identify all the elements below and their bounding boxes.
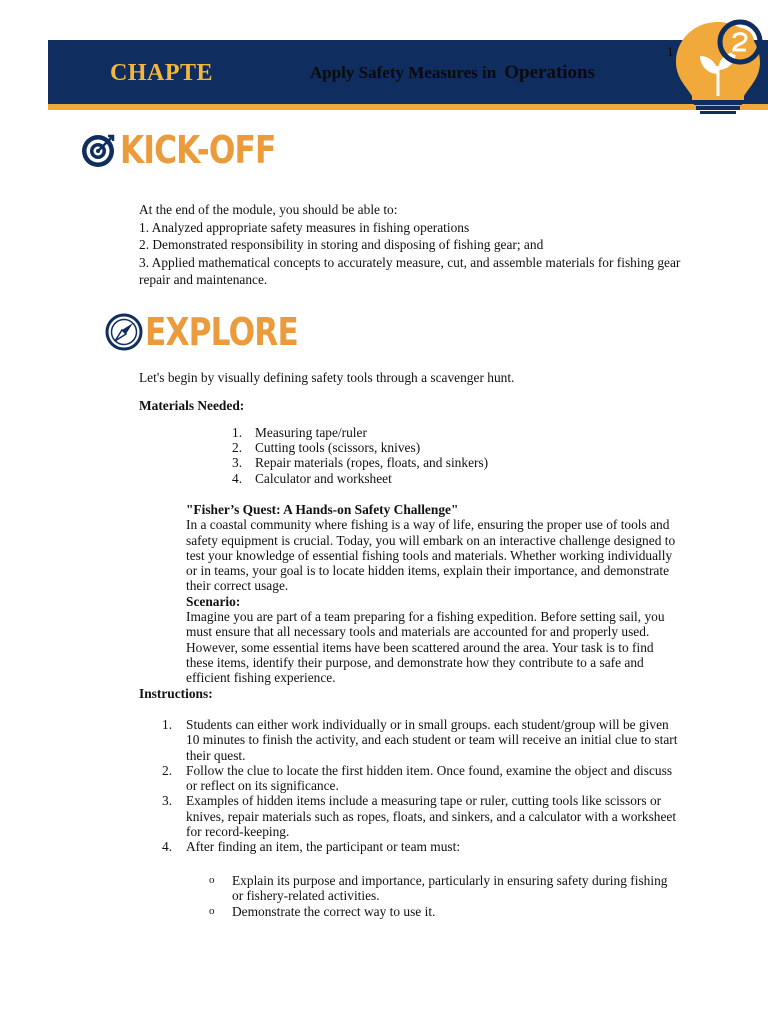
target-icon — [80, 131, 118, 169]
list-item — [162, 839, 678, 855]
scenario-description: Imagine you are part of a team preparing for a fishing expedition. Before setting sail, you must ensure that all necessary tools and materials are accounted for and properly used. However, some essential items have been scattered around the area. Your task is to find these items, identify their purpose, and demonstrate how they contribute to a safe and efficient fishing experience. — [186, 609, 665, 686]
scenario-heading: Scenario: — [186, 593, 241, 609]
header-stripe — [48, 104, 768, 110]
objective-item: 3. Applied mathematical concepts to accurately measure, cut, and assemble materials for fishing gear repair and maintenance. — [139, 254, 681, 288]
list-item-text: Calculator and worksheet — [255, 470, 392, 486]
objective-item: 2. Demonstrated responsibility in storing and disposing of fishing gear; and — [139, 237, 544, 253]
objectives-block — [139, 201, 699, 289]
list-item-text: Demonstrate the correct way to use it. — [232, 903, 436, 919]
list-item-text: Examples of hidden items include a measuring tape or ruler, cutting tools like scissors or knives, repair materials such as ropes, floats, and sinkers, and a calculator with a worksheet for record-keeping. — [186, 793, 677, 840]
materials-heading: Materials Needed: — [139, 398, 245, 413]
materials-list — [232, 425, 488, 486]
list-number: 3. — [162, 793, 173, 809]
list-item-text: After finding an item, the participant or team must: — [186, 839, 461, 855]
objective-item: 1. Analyzed appropriate safety measures in fishing operations — [139, 219, 470, 235]
quest-description: In a coastal community where fishing is a way of life, ensuring the proper use of tools and safety equipment is crucial. Today, you will embark on an interactive challenge designed to test your knowledge of essential fishing tools and materials. Whether working individually or in teams, your goal is to locate hidden items, explain their importance, and demonstrate their correct usage. — [186, 517, 676, 594]
quest-title: "Fisher’s Quest: A Hands-on Safety Challenge" — [186, 502, 459, 517]
module-title-part2: Operations — [504, 62, 596, 83]
kickoff-heading — [80, 128, 310, 172]
list-item-text: Follow the clue to locate the first hidden item. Once found, examine the object and discuss or reflect on its significance. — [186, 762, 673, 794]
chapter-label: CHAPTE — [110, 60, 214, 86]
list-item — [162, 717, 678, 763]
list-item — [232, 425, 488, 440]
bullet-marker: o — [209, 874, 215, 886]
list-number: 4. — [232, 470, 243, 486]
list-item-text: Repair materials (ropes, floats, and sinkers) — [255, 455, 489, 471]
list-item — [232, 440, 488, 455]
compass-icon — [105, 313, 143, 351]
list-item — [232, 455, 488, 470]
module-title-part1: Apply Safety Measures in — [310, 63, 497, 82]
list-item-text: Cutting tools (scissors, knives) — [255, 440, 421, 456]
list-number: 4. — [162, 839, 173, 855]
list-item — [232, 471, 488, 486]
lightbulb-plant-icon — [668, 8, 768, 116]
list-item — [209, 903, 672, 919]
list-item-text: Measuring tape/ruler — [255, 425, 367, 440]
list-number: 1. — [162, 717, 173, 732]
list-item — [209, 873, 672, 904]
sub-steps-list — [209, 873, 672, 919]
explore-intro: Let's begin by visually defining safety tools through a scavenger hunt. — [139, 370, 515, 385]
list-number: 3. — [232, 455, 243, 471]
list-item — [162, 762, 678, 794]
list-number: 2. — [232, 440, 243, 456]
instructions-list — [162, 717, 678, 855]
list-item-text: Explain its purpose and importance, particularly in ensuring safety during fishing or fishery-related activities. — [232, 873, 668, 904]
quest-block — [186, 502, 678, 686]
page-number: 1 — [667, 44, 674, 59]
kickoff-heading-text: KICK-OFF — [120, 128, 276, 172]
list-item-text: Students can either work individually or in small groups. each student/group will be given 10 minutes to finish the activity, and each student or team will receive an initial clue to start their quest. — [186, 717, 678, 763]
explore-heading-text: EXPLORE — [145, 310, 298, 354]
list-item — [162, 793, 678, 840]
instructions-heading: Instructions: — [139, 686, 213, 701]
list-number: 1. — [232, 425, 243, 440]
bullet-marker: o — [209, 904, 215, 917]
list-number: 2. — [162, 762, 173, 778]
module-title — [310, 62, 595, 84]
objectives-intro: At the end of the module, you should be able to: — [139, 202, 398, 217]
explore-heading — [105, 310, 332, 354]
